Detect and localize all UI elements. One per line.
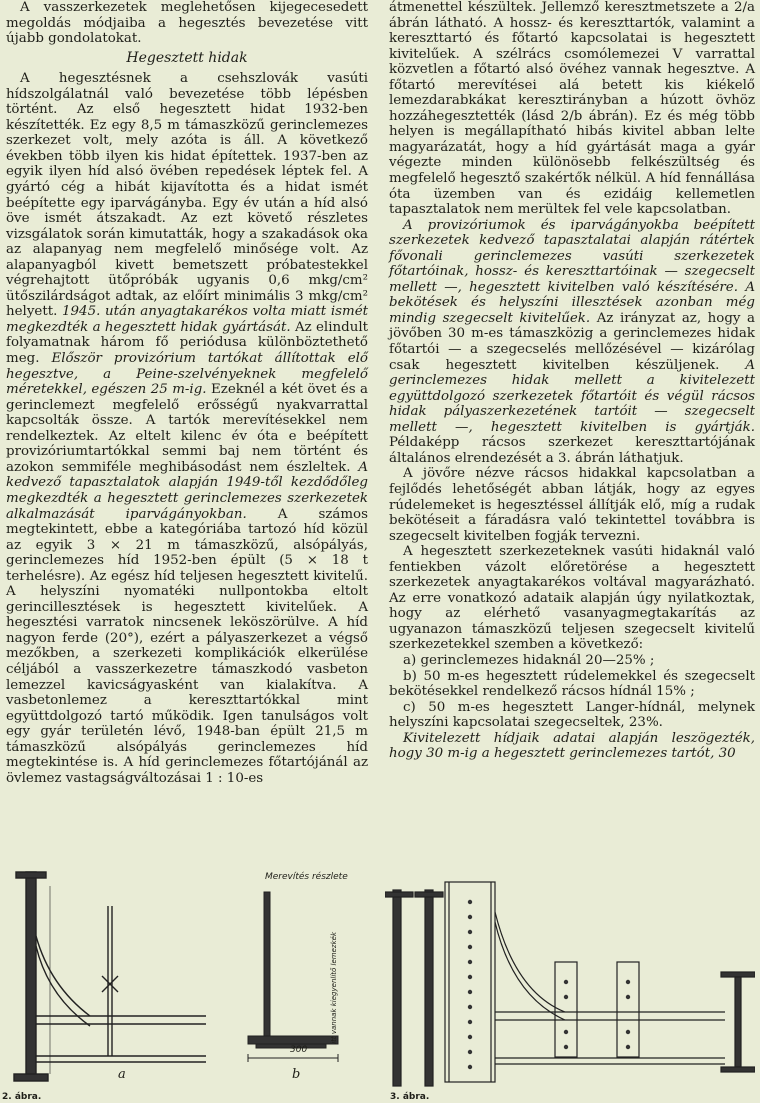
right-paragraph-5 bbox=[389, 731, 755, 762]
left-column bbox=[6, 0, 368, 786]
figure-2b-label: b bbox=[292, 1067, 301, 1082]
intro-paragraph: A vasszerkezetek meglehetősen kijegecesedett megoldás módjaiba a hegesztés bevezetése vitt újabb gondolatokat. bbox=[6, 0, 368, 47]
right-p2b-text: Példaképp rácsos szerkezet kereszttartójának általános elrendezését a 3. ábrán láthatjuk. bbox=[389, 435, 755, 466]
left-p2-emphasis-2: A kedvező tapasztalatok alapján 1949-től kezdődőleg megkezdték a hegesztett gerinclemezes szerkezetek alkalmazását iparvágányokban. bbox=[6, 459, 368, 522]
right-p5-emphasis: Kivitelezett hídjaik adatai alapján leszögezték, hogy 30 m-ig a hegesztett gerinclemezes tartót, 30 bbox=[389, 730, 755, 762]
figure-2b-detail-label: Merevítés részlete bbox=[265, 872, 348, 882]
right-p2-emphasis-2: A gerinclemezes hidak mellett a kivitelezett együttdolgozó szerkezetek főtartóit és végül rácsos hidak pályaszerkezetének tartóit — szegecselt mellett —, hegesztett kivitelben is gyártják. bbox=[389, 357, 755, 435]
right-paragraph-4: A hegesztett szerkezeteknek vasúti hidaknál való fentiekben vázolt előretörése a hegesztett szerkezetek anyagtakarékos voltával magyarázható. Az erre vonatkozó adataik alapján úgy nyilatkoztak, hogy az elérhető vasanyagmegtakarítás az ugyanazon támaszközű teljesen szegecselt kivitelű szerkezetekkel szemben a következő: bbox=[389, 544, 755, 653]
list-item-b: b) 50 m-es hegesztett rúdelemekkel és szegecselt bekötésekkel rendelkező rácsos hídnál 15% ; bbox=[389, 668, 755, 700]
right-p2-emphasis: A provizóriumok és iparvágányokba beépített szerkezetek kedvező tapasztalatai alapján rátértek fővonali gerinclemezes vasúti szerkezetek főtartóinak, hossz- és kereszttartóinak — szegecselt mellett —, hegesztett kivitelben való készítésére. A bekötések és helyszíni illesztések azonban még mindig szegecselt kivitelűek. bbox=[389, 217, 755, 326]
right-column bbox=[389, 0, 755, 762]
list-item-c: c) 50 m-es hegesztett Langer-hídnál, melynek helyszíni kapcsolatai szegecseltek, 23%. bbox=[389, 699, 755, 731]
figure-2-caption: 2. ábra. bbox=[2, 1092, 42, 1102]
figure-2a-drawing bbox=[10, 866, 210, 1091]
left-p2a-text: Az elindult folyamatnak három fő periódusa különböztethető meg. bbox=[6, 319, 368, 367]
right-p2a-text: Az irányzat az, hogy a jövőben 30 m-es támaszközig a gerinclemezes hidak főtartói — a szegecselés mellőzésével — kizárólag csak hegesztett kivitelben készüljenek. bbox=[389, 310, 756, 373]
figure-2b-side-note: itt vannak kiegyenlítő lemezkék bbox=[330, 932, 338, 1044]
left-p2c-text: A számos megtekintett, ebbe a kategóriába tartozó híd közül az egyik 3 × 21 m támaszközű, alsópályás, gerinclemezes híd 1952-ben épült (5 × 18 t terhelésre). Az egész híd teljesen hegesztett kivitelű. A helyszíni nyomatéki nullpontokba eltolt gerincillesztések is hegesztett kivitelűek. A hegesztési varratok nincsenek leköszörülve. A híd nagyon ferde (20°), ezért a pályaszerkezet a végső mezőkben, a szerkezeti komplikációk elkerülése céljából a vasszerkezetre támaszkodó vasbeton lemezzel kavicságyasként van kialakítva. A vasbetonlemez a kereszttartókkal mint együttdolgozó tartó működik. Igen tanulságos volt egy gyár területén lévő, 1948-ban épült 21,5 m támaszközű alsópályás gerinclemezes híd megtekintése is. A híd gerinclemezes főtartójánál az övlemez vastagságváltozásai 1 : 10-es bbox=[6, 506, 368, 786]
figure-2a-label: a bbox=[118, 1067, 126, 1082]
figures-area bbox=[0, 862, 760, 1103]
figure-3-drawing bbox=[385, 862, 755, 1087]
section-heading: Hegesztett hidak bbox=[126, 49, 248, 66]
figure-3-caption: 3. ábra. bbox=[390, 1092, 430, 1102]
right-paragraph-3: A jövőre nézve rácsos hidakkal kapcsolatban a fejlődés lehetőségét abban látják, hogy az egyes rúdelemeket is hegesztéssel állítják elő, míg a rudak bekötéseit a fáradásra való tekintettel továbbra is szegecselt kivitelben fogják tervezni. bbox=[389, 466, 755, 544]
right-paragraph-2 bbox=[389, 218, 755, 467]
left-p2b-text: Ezeknél a két övet és a gerinclemezt megfelelő erősségű nyakvarrattal kapcsolták össze. A tartók merevítésekkel nem rendelkeztek. Az eltelt kilenc év óta e beépített provizóriumtartókkal semmi baj nem történt és azokon semmiféle meghibásodást nem észleltek. bbox=[6, 382, 369, 475]
list-item-a: a) gerinclemezes hidaknál 20—25% ; bbox=[403, 652, 655, 668]
figure-2b-dimension: 300 bbox=[290, 1045, 308, 1055]
right-paragraph-1: átmenettel készültek. Jellemző keresztmetszete a 2/a ábrán látható. A hossz- és kereszttartók, valamint a kereszttartó és főtartó kapcsolatai is hegesztett kivitelűek. A szélrács csomólemezei V varrattal közvetlen a főtartó alsó övéhez vannak hegesztve. A főtartó merevítései alá betett kis kiékelő lemezdarabkákat keresztirányban a húzott övhöz hozzáhegesztették (lásd 2/b ábrán). Ez és még több helyen is megállapítható hibás kivitel abban lelte magyarázatát, hogy a híd gyártását maga a gyár végezte minden különösebb felkészültség és megfelelő hegesztő szakértők nélkül. A híd fennállása óta üzemben van és ezidáig kellemetlen tapasztalatok nem merültek fel vele kapcsolatban. bbox=[389, 0, 755, 218]
left-p2-emphasis: Először provizórium tartókat állítottak elő hegesztve, a Peine-szelvényeknek megfelelő méretekkel, egészen 25 m-ig. bbox=[6, 351, 368, 398]
left-paragraph-1 bbox=[6, 71, 368, 786]
figure-2b-drawing bbox=[246, 886, 356, 1086]
left-p1-text: A hegesztésnek a csehszlovák vasúti hídszolgálatnál való bevezetése több lépésben történt. Az első hegesztett hidat 1932-ben készítették. Ez egy 8,5 m támaszközű gerinclemezes szerkezet volt, mely azóta is áll. A következő években több ilyen kis hidat építettek. 1937-ben az egyik ilyen híd alsó övében repedések léptek fel. A gyártó cég a hibát kijavította és a hidat ismét beépítette egy iparvágányba. Egy év után a híd alsó öve ismét átszakadt. Az ezt követő részletes vizsgálatok során kimutatták, hogy a szakadások oka az alapanyag nem megfelelő minősége volt. Az alapanyagból kivett bemetszett próbatestekkel végrehajtott ütőpróbák ugyanis 0,6 mkg/cm² ütőszilárdságot adtak, az előírt minimális 3 mkg/cm² helyett. bbox=[6, 71, 368, 320]
left-p1-emphasis: 1945. után anyagtakarékos volta miatt ismét megkezdték a hegesztett hidak gyártását. bbox=[6, 304, 368, 335]
